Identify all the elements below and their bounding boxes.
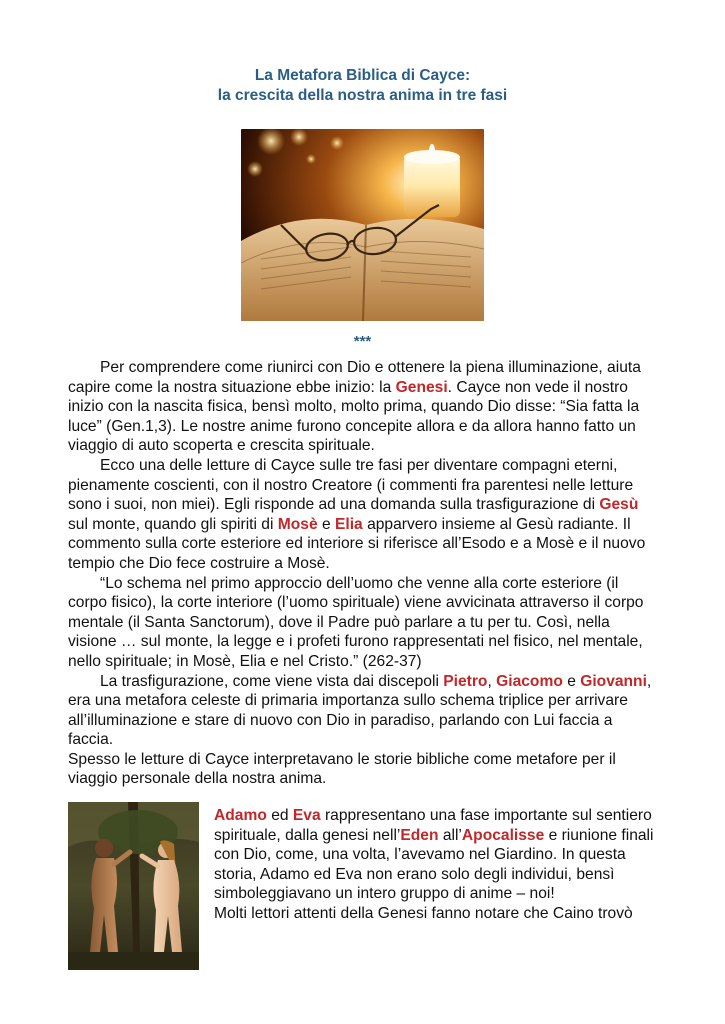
side-paragraph-2: Molti lettori attenti della Genesi fanno notare che Caino trovò: [214, 904, 633, 922]
keyword-eden: Eden: [400, 826, 439, 844]
paragraph-3-quote: “Lo schema nel primo approccio dell’uomo che venne alla corte esteriore (il corpo fisico), la corte interiore (l’uomo spirituale) viene avvicinata attraverso il corpo mentale (il Santa Sanctorum), dove il Padre può parlare a tu per tu. Così, nella visione … sul monte, la legge e i profeti furono rappresentati nel fisico, nel mentale, nello spirituale; in Mosè, Elia e nel Cristo.” (262-37): [68, 574, 644, 670]
candle-book-glasses-photo: [241, 129, 484, 321]
keyword-adamo: Adamo: [214, 807, 267, 824]
keyword-apocalisse: Apocalisse: [461, 826, 545, 844]
keyword-giacomo: Giacomo: [496, 672, 563, 690]
paragraph-2: Ecco una delle letture di Cayce sulle tre fasi per diventare compagni eterni, pienamente coscienti, con il nostro Creatore (i commenti fra parentesi nelle letture sono i suoi, non miei). Egli risponde ad una domanda sulla trasfigurazione di Gesù sul monte, quando gli spiriti di Mosè e Elia apparvero insieme al Gesù radiante. Il commento sulla corte esteriore ed interiore si riferisce all’Esodo e a Mosè e il nuovo tempio che Dio fece costruire a Mosè.: [68, 456, 646, 572]
title-line-2: la crescita della nostra anima in tre fasi: [217, 87, 508, 104]
keyword-gesu: Gesù: [599, 496, 639, 514]
keyword-giovanni: Giovanni: [580, 672, 647, 690]
separator: ***: [353, 333, 372, 350]
keyword-mose: Mosè: [277, 515, 318, 533]
keyword-genesi: Genesi: [395, 378, 448, 396]
adam-and-eve-painting: [68, 802, 199, 970]
title-line-1: La Metafora Biblica di Cayce:: [254, 67, 471, 84]
side-paragraph-1: Adamo ed Eva rappresentano una fase importante sul sentiero spirituale, dalla genesi nell’Eden all’Apocalisse e riunione finali con Dio, come, una volta, l’avevamo nel Giardino. In questa storia, Adamo ed Eva non erano solo degli individui, bensì simboleggiavano un intero gruppo di anime – noi!: [214, 807, 654, 903]
paragraph-5: Spesso le letture di Cayce interpretavano le storie bibliche come metafore per il viaggio personale della nostra anima.: [68, 750, 616, 788]
paragraph-1: Per comprendere come riunirci con Dio e ottenere la piena illuminazione, aiuta capire come la nostra situazione ebbe inizio: la Genesi. Cayce non vede il nostro inizio con la nascita fisica, bensì molto, molto prima, quando Dio disse: “Sia fatta la luce” (Gen.1,3). Le nostre anime furono concepite allora e da allora hanno fatto un viaggio di auto scoperta e crescita spirituale.: [68, 359, 641, 455]
keyword-pietro: Pietro: [443, 672, 488, 690]
keyword-elia: Elia: [334, 515, 363, 533]
keyword-eva: Eva: [292, 807, 321, 824]
page-title: [0, 66, 725, 106]
article-body: [68, 358, 660, 789]
adam-eve-text: [214, 806, 660, 924]
paragraph-4: La trasfigurazione, come viene vista dai discepoli Pietro, Giacomo e Giovanni, era una metafora celeste di primaria importanza sullo schema triplice per arrivare all’illuminazione e stare di nuovo con Dio in paradiso, parlando con Lui faccia a faccia.: [68, 672, 652, 749]
